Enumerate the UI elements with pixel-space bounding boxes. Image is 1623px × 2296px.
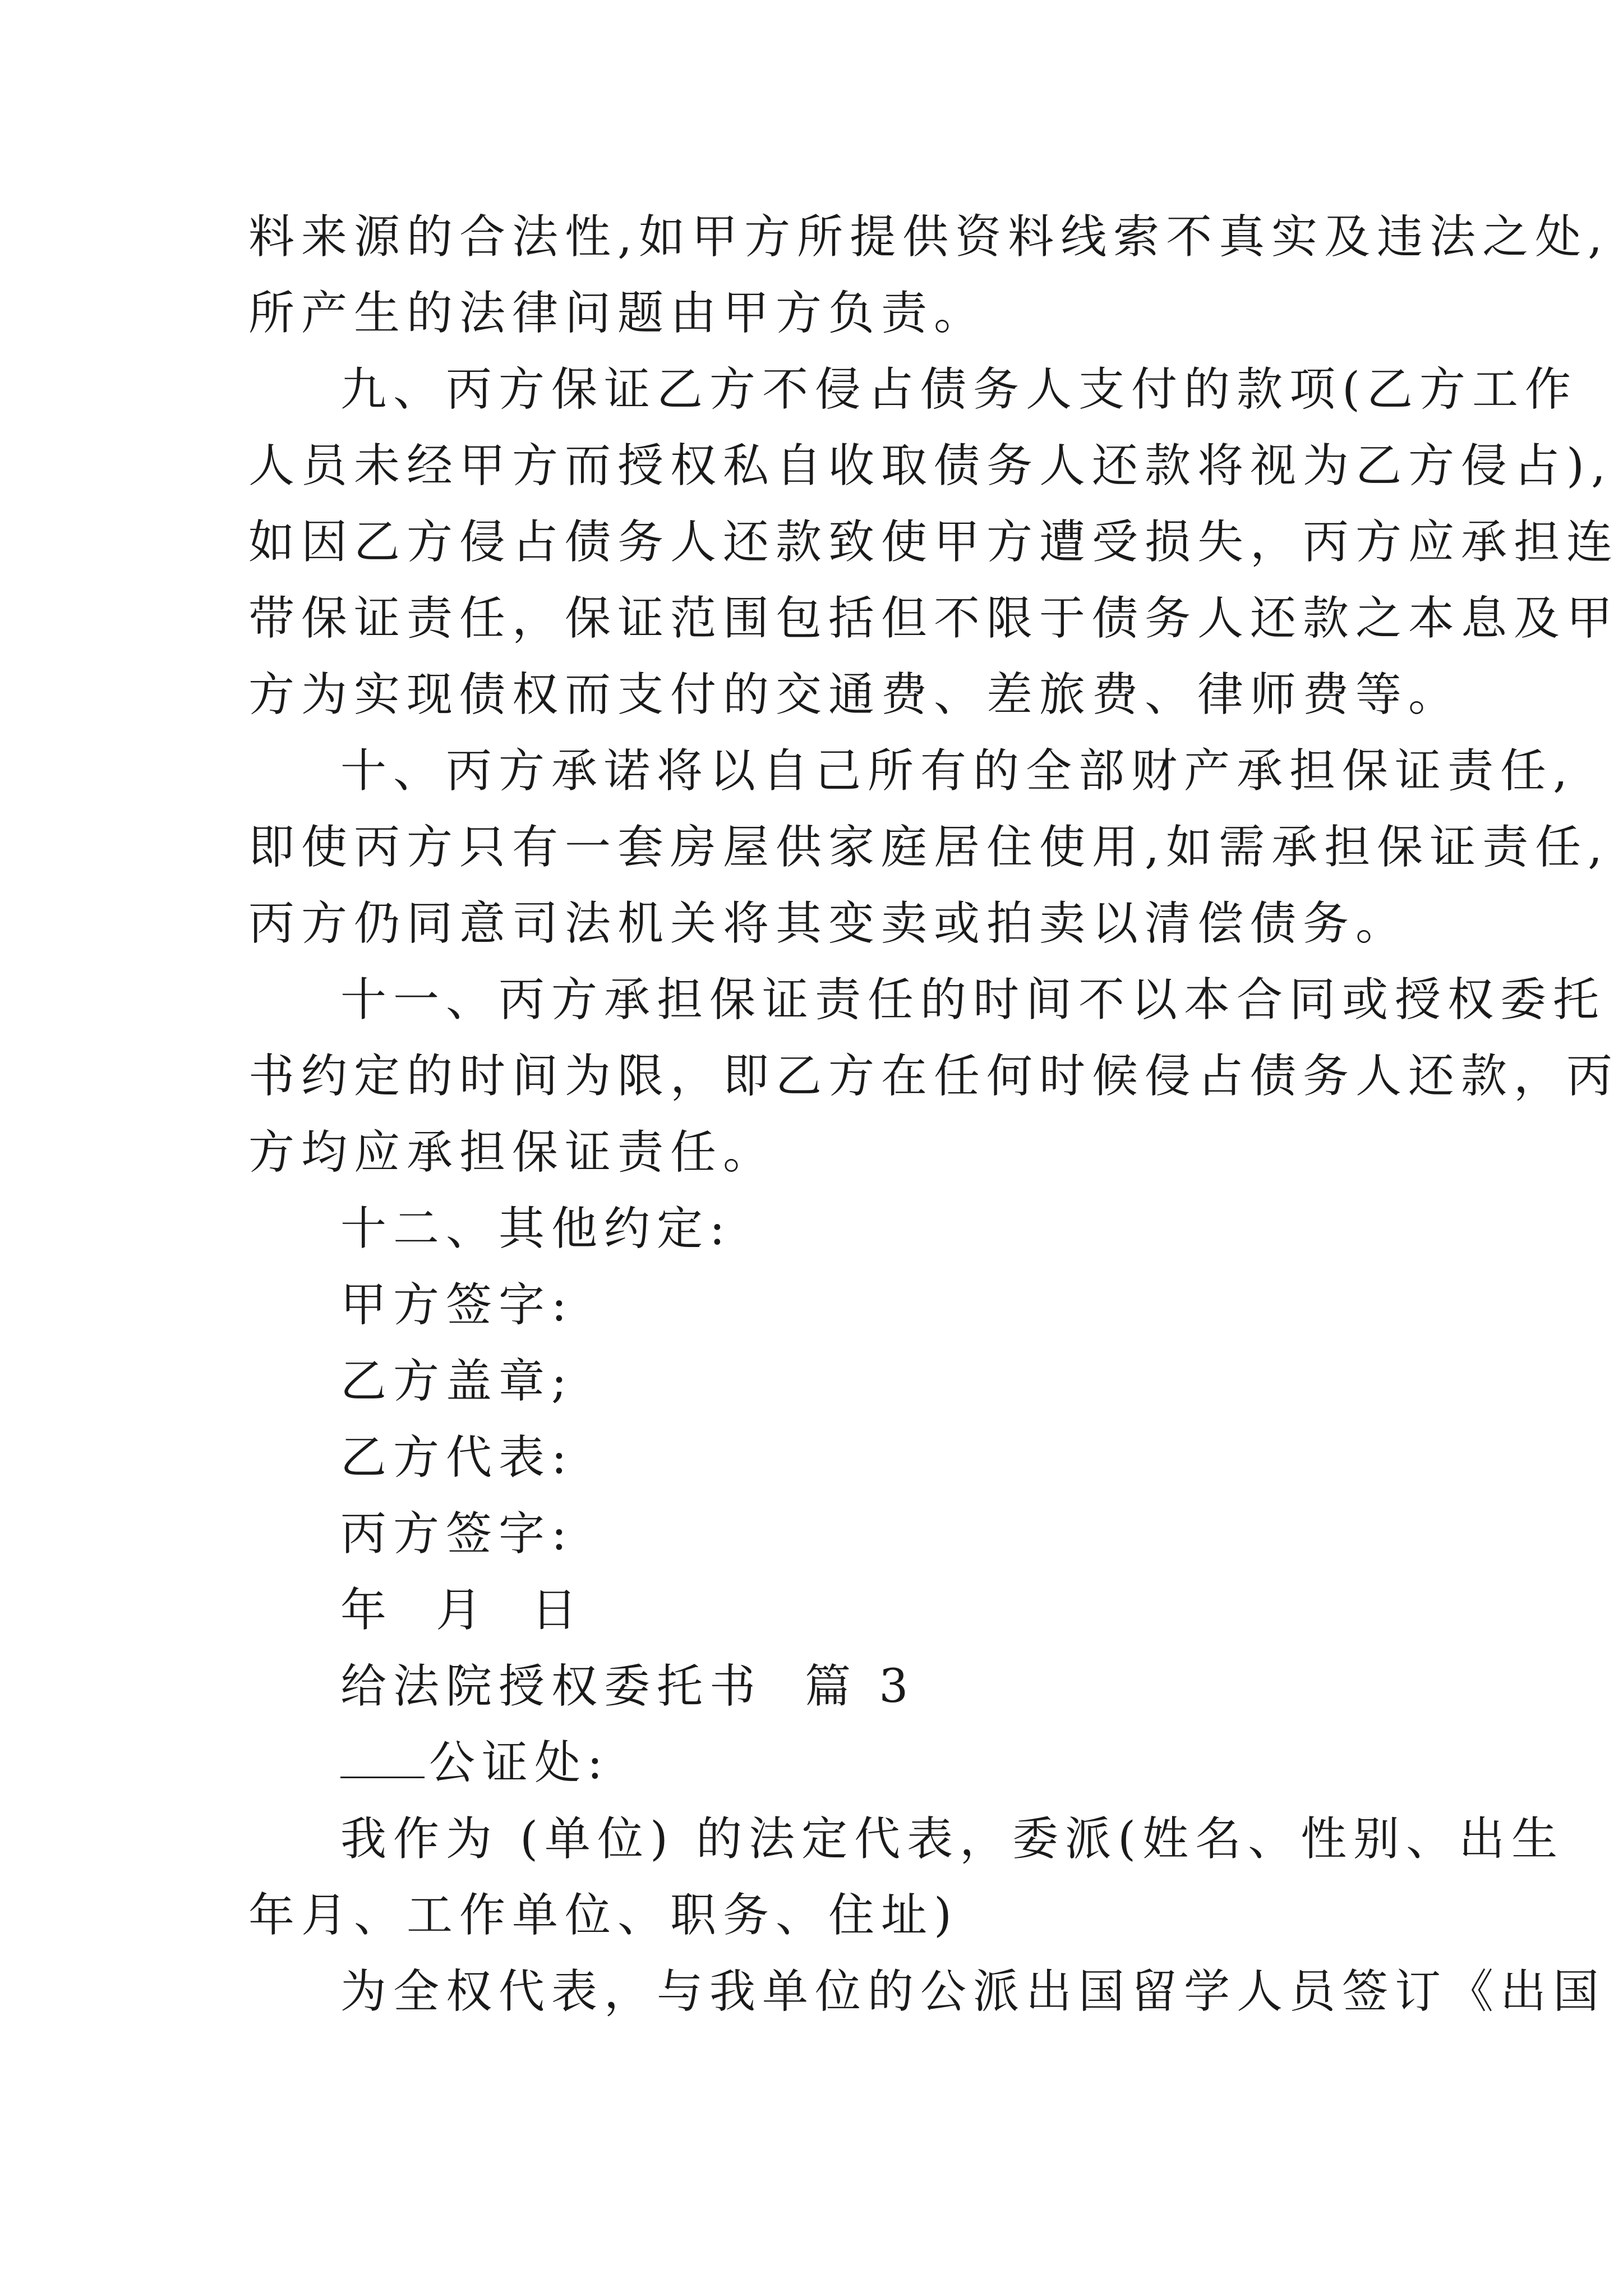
date-line: 年 月 日 [340, 1584, 584, 1637]
text-line: 方均应承担保证责任。 [248, 1126, 776, 1179]
addressee-text: 公证处: [429, 1736, 610, 1789]
text-line: 九、丙方保证乙方不侵占债务人支付的款项(乙方工作 [340, 363, 1578, 416]
text-line: 十、丙方承诺将以自己所有的全部财产承担保证责任, [340, 744, 1575, 798]
text-line: 书约定的时间为限，即乙方在任何时候侵占债务人还款，丙 [248, 1050, 1620, 1103]
clause-ten [248, 733, 1610, 962]
text-line: 十一、丙方承担保证责任的时间不以本合同或授权委托 [340, 973, 1606, 1027]
clause-nine [248, 352, 1620, 733]
party-a-signature-label: 甲方签字: [340, 1278, 574, 1332]
full-authority-line: 为全权代表，与我单位的公派出国留学人员签订《出国 [340, 1965, 1606, 2018]
text-line: 丙方仍同意司法机关将其变卖或拍卖以清偿债务。 [248, 897, 1409, 950]
delegation-paragraph [248, 1801, 1565, 1954]
text-line: 带保证责任，保证范围包括但不限于债务人还款之本息及甲 [248, 592, 1620, 645]
text-line: 我作为 (单位) 的法定代表，委派(姓名、性别、出生 [340, 1812, 1565, 1866]
section-title: 给法院授权委托书 篇 3 [340, 1660, 915, 1713]
text-line: 如因乙方侵占债务人还款致使甲方遭受损失，丙方应承担连 [248, 516, 1620, 569]
clause-eleven [248, 962, 1620, 1191]
document-body [248, 199, 1620, 2030]
paragraph-source-legality [248, 199, 1610, 352]
text-line: 方为实现债权而支付的交通费、差旅费、律师费等。 [248, 668, 1461, 721]
party-b-seal-label: 乙方盖章; [340, 1355, 574, 1408]
text-line: 人员未经甲方而授权私自收取债务人还款将视为乙方侵占), [248, 439, 1613, 493]
party-b-representative-label: 乙方代表: [340, 1431, 574, 1484]
text-line: 所产生的法律问题由甲方负责。 [248, 287, 987, 340]
blank-underline [340, 1737, 425, 1778]
clause-twelve: 十二、其他约定: [340, 1202, 732, 1255]
text-line: 料来源的合法性,如甲方所提供资料线索不真实及违法之处, [248, 210, 1610, 264]
text-line: 即使丙方只有一套房屋供家庭居住使用,如需承担保证责任, [248, 821, 1610, 874]
party-c-signature-label: 丙方签字: [340, 1507, 574, 1561]
text-line: 年月、工作单位、职务、住址) [248, 1889, 958, 1942]
addressee-line [248, 1725, 1437, 1801]
